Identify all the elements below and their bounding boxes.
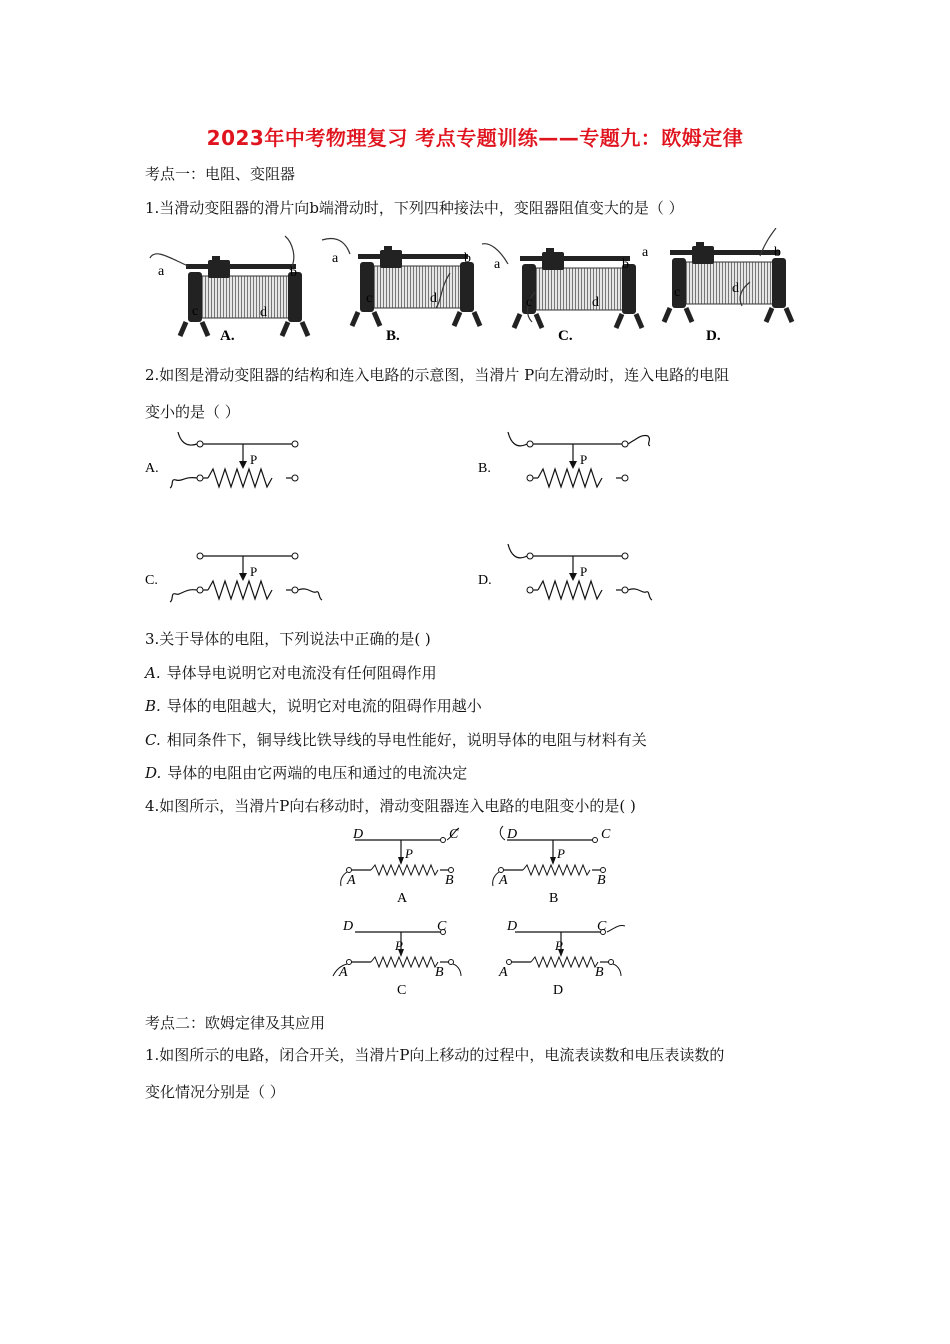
terminal-b-label: b: [290, 265, 297, 280]
slider-p-label: P: [395, 938, 403, 953]
question-3-option-c: [145, 729, 647, 750]
option-label: A.: [145, 664, 161, 682]
terminal-b-label: B: [595, 965, 604, 980]
option-a-label: A.: [145, 461, 159, 476]
terminal-b-label: b: [622, 257, 629, 272]
slider-p-label: P: [250, 564, 258, 579]
option-d-label: D: [553, 983, 564, 994]
terminal-a-label: a: [332, 251, 339, 266]
terminal-d-label: D: [507, 919, 518, 934]
option-d-label: D.: [478, 573, 492, 588]
page-title: 2023年中考物理复习 考点专题训练——专题九：欧姆定律: [206, 126, 744, 150]
option-b-label: B: [549, 891, 559, 906]
terminal-b-label: b: [464, 251, 471, 266]
option-text: 导体的电阻越大，说明它对电流的阻碍作用越小: [166, 697, 482, 715]
slider-p-label: P: [555, 938, 563, 953]
terminal-a-label: a: [158, 264, 165, 279]
terminal-b-label: B: [435, 965, 444, 980]
terminal-b-label: B: [445, 873, 454, 888]
question-2-text-line-2: 变小的是（ ）: [145, 403, 240, 421]
option-b-label: B.: [478, 461, 491, 476]
question-3-option-d: [145, 762, 467, 783]
option-d-schematic: [498, 919, 625, 994]
terminal-c-label: c: [526, 295, 533, 310]
option-label: C.: [145, 731, 161, 749]
option-a-schematic: [341, 827, 459, 906]
option-text: 导体导电说明它对电流没有任何阻碍作用: [166, 664, 437, 682]
option-a-schematic: [145, 432, 298, 488]
terminal-d-label: d: [732, 281, 739, 296]
terminal-c-label: c: [366, 291, 373, 306]
question-3-option-b: [145, 695, 482, 716]
option-a-rheostat: [150, 236, 308, 344]
option-c-schematic: [333, 919, 461, 994]
option-label: B.: [145, 697, 161, 715]
terminal-c-label: C: [597, 919, 607, 934]
terminal-a-label: A: [347, 873, 356, 888]
section-1-heading: 考点一：电阻、变阻器: [145, 165, 296, 183]
slider-p-label: P: [405, 846, 413, 861]
terminal-a-label: a: [494, 257, 501, 272]
terminal-d-label: D: [353, 827, 364, 842]
option-label: D.: [145, 764, 162, 782]
question-4-figure: [325, 822, 625, 994]
terminal-d-label: d: [430, 291, 437, 306]
slider-p-label: P: [250, 452, 258, 467]
terminal-d-label: D: [507, 827, 518, 842]
terminal-a-label: A: [499, 873, 508, 888]
question-4-text: 4.如图所示，当滑片P向右移动时，滑动变阻器连入电路的电阻变小的是( ): [145, 797, 636, 815]
option-b-label: B.: [386, 328, 400, 344]
question-1-figure: [140, 228, 800, 350]
question-3-text: 3.关于导体的电阻，下列说法中正确的是( ): [145, 630, 431, 648]
question-2-text-line-1: 2.如图是滑动变阻器的结构和连入电路的示意图，当滑片 P向左滑动时，连入电路的电阻: [145, 366, 730, 384]
slider-p-label: P: [557, 846, 565, 861]
section-2-heading: 考点二：欧姆定律及其应用: [145, 1014, 326, 1032]
option-d-rheostat: [642, 228, 792, 344]
option-b-rheostat: [322, 239, 480, 344]
question-2-figure: [140, 430, 680, 610]
terminal-c-label: c: [674, 285, 681, 300]
question-3-option-a: [145, 662, 437, 683]
terminal-a-label: A: [339, 965, 348, 980]
option-a-label: A.: [220, 328, 235, 344]
option-text: 相同条件下，铜导线比铁导线的导电性能好，说明导体的电阻与材料有关: [166, 731, 647, 749]
terminal-a-label: A: [499, 965, 508, 980]
terminal-c-label: C: [601, 827, 611, 842]
terminal-b-label: b: [774, 245, 781, 260]
option-d-label: D.: [706, 328, 721, 344]
option-b-schematic: [478, 432, 650, 487]
option-c-label: C.: [558, 328, 573, 344]
terminal-b-label: B: [597, 873, 606, 888]
option-c-label: C.: [145, 573, 158, 588]
terminal-a-label: a: [642, 245, 649, 260]
slider-p-label: P: [580, 452, 588, 467]
slider-p-label: P: [580, 564, 588, 579]
question-5-text-line-1: 1.如图所示的电路，闭合开关，当滑片P向上移动的过程中，电流表读数和电压表读数的: [145, 1046, 725, 1064]
question-5-text-line-2: 变化情况分别是（ ）: [145, 1083, 285, 1101]
terminal-c-label: C: [437, 919, 447, 934]
terminal-c-label: c: [192, 304, 199, 319]
option-a-label: A: [397, 891, 408, 906]
terminal-d-label: d: [592, 295, 599, 310]
option-c-schematic: [145, 553, 322, 602]
option-b-schematic: [493, 826, 611, 906]
option-c-rheostat: [482, 244, 642, 344]
option-c-label: C: [397, 983, 407, 994]
terminal-d-label: d: [260, 305, 267, 320]
terminal-c-label: C: [449, 827, 459, 842]
terminal-d-label: D: [343, 919, 354, 934]
question-1-text: 1.当滑动变阻器的滑片向b端滑动时，下列四种接法中，变阻器阻值变大的是（ ）: [145, 199, 684, 217]
option-text: 导体的电阻由它两端的电压和通过的电流决定: [167, 764, 468, 782]
option-d-schematic: [478, 544, 652, 600]
